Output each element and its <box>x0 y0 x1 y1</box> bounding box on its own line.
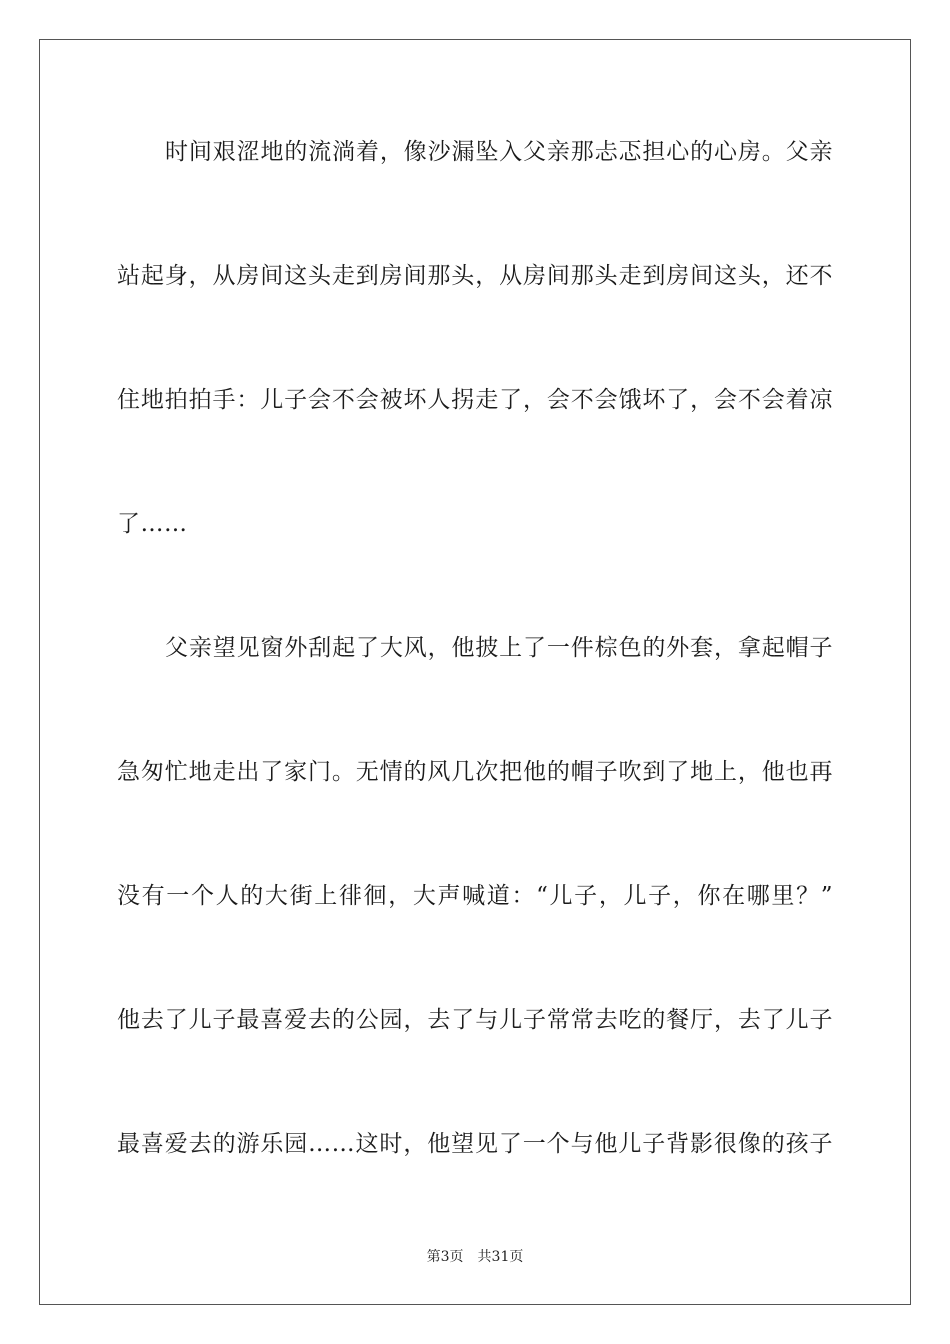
text-line: 了…… <box>117 511 188 537</box>
text-line: 最喜爱去的游乐园……这时，他望见了一个与他儿子背影很像的孩子 <box>117 1131 833 1157</box>
page-number: 第3页 <box>426 1249 464 1265</box>
text-line: 站起身，从房间这头走到房间那头，从房间那头走到房间这头，还不 <box>117 263 833 289</box>
text-line: 急匆忙地走出了家门。无情的风几次把他的帽子吹到了地上，他也再 <box>117 759 833 785</box>
page-total: 共31页 <box>477 1249 524 1265</box>
text-line: 时间艰涩地的流淌着，像沙漏坠入父亲那忐忑担心的心房。父亲 <box>165 139 833 165</box>
text-line: 没有一个人的大街上徘徊，大声喊道：“儿子，儿子，你在哪里？” <box>117 883 833 909</box>
text-line: 住地拍拍手：儿子会不会被坏人拐走了，会不会饿坏了，会不会着凉 <box>117 387 833 413</box>
page-border <box>39 39 911 1305</box>
page-footer <box>0 1248 950 1266</box>
text-line: 他去了儿子最喜爱去的公园，去了与儿子常常去吃的餐厅，去了儿子 <box>117 1007 833 1033</box>
text-line: 父亲望见窗外刮起了大风，他披上了一件棕色的外套，拿起帽子 <box>165 635 833 661</box>
